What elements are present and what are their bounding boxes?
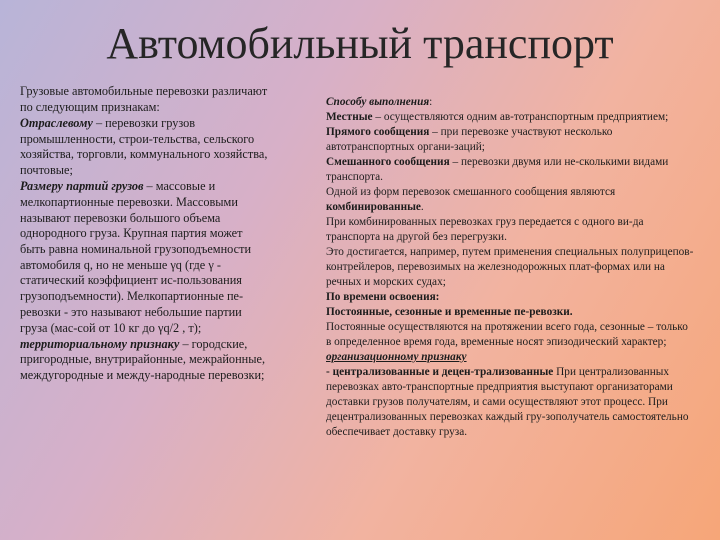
slide-title: Автомобильный транспорт (106, 19, 614, 68)
right-column (326, 95, 694, 440)
seasonal-label: Постоянные, сезонные и временные пе-ревозки. (326, 306, 573, 318)
org-heading (326, 350, 694, 365)
direct-text: – при перевозке участвуют несколько автотранспортных органи-заций; (326, 126, 613, 153)
combined-paragraph (326, 185, 694, 215)
territory-label: территориальному признаку (20, 336, 180, 351)
direct-label: Прямого сообщения (326, 126, 430, 138)
org-label: организационному признаку (326, 351, 467, 363)
central-text: При централизованных перевозках авто-транспортные предприятия выступают организаторами доставки грузов получателям, и сами осуществляют этот процесс. При децентрализованных перевозках каждый гру-зополучатель самостоятельно обеспечивает доставку груза. (326, 366, 689, 438)
size-paragraph (20, 179, 268, 336)
branch-label: Отраслевому (20, 115, 93, 130)
time-heading (326, 290, 694, 305)
seasonal-paragraph (326, 320, 694, 350)
direct-paragraph (326, 125, 694, 155)
combined-desc-paragraph (326, 215, 694, 245)
combined-intro: Одной из форм перевозок смешанного сообщения являются (326, 186, 616, 198)
territory-text: – городские, пригородные, внутрирайонные, межрайонные, междугородные и между-народные перевозки; (20, 336, 266, 383)
mixed-label: Смешанного сообщения (326, 156, 450, 168)
territory-paragraph (20, 337, 268, 384)
method-heading (326, 95, 694, 110)
local-text: – осуществляются одним ав-тотранспортным предприятием; (372, 111, 669, 123)
combined-dot: . (420, 201, 424, 213)
size-text: – массовые и мелкопартионные перевозки. Массовыми называют перевозки большого объема однородного груза. Крупная партия может быть равна номинальной грузоподъемности автомобиля q, но не меньше γq (где γ - статический коэффициент ис-пользования грузоподъемности). Мелкопартионные пе-ревозки - это называют небольшие партии груза (мас-сой от 10 кг до γq/2 , т); (20, 179, 252, 335)
size-label: Размеру партий грузов (20, 179, 144, 194)
intro-paragraph (20, 84, 268, 115)
time-label: По времени освоения: (326, 291, 440, 303)
mixed-paragraph (326, 155, 694, 185)
method-label: Способу выполнения (326, 96, 430, 108)
method-colon: : (429, 96, 433, 108)
achieved-paragraph (326, 245, 694, 290)
combined-label: комбинированные (326, 201, 421, 213)
seasonal-heading (326, 305, 694, 320)
local-paragraph (326, 110, 694, 125)
mixed-text: – перевозки двумя или не-сколькими видами транспорта. (326, 156, 669, 183)
seasonal-text: Постоянные осуществляются на протяжении всего года, сезонные – только в определенное время года, временные носят эпизодический характер; (326, 321, 688, 348)
central-paragraph (326, 365, 694, 440)
intro-text: Грузовые автомобильные перевозки различают по следующим признакам: (20, 84, 268, 114)
left-column (20, 84, 268, 384)
branch-paragraph (20, 116, 268, 179)
achieved-text: Это достигается, например, путем применения специальных полуприцепов-контрейлеров, перевозимых на железнодорожных плат-формах или на речных и морских судах; (326, 246, 694, 288)
local-label: Местные (326, 111, 373, 123)
branch-text: – перевозки грузов промышленности, строи-тельства, сельского хозяйства, торговли, коммунального хозяйства, почтовые; (20, 115, 268, 178)
central-label: - централизованные и децен-трализованные (326, 366, 554, 378)
combined-desc: При комбинированных перевозках груз передается с одного ви-да транспорта на другой без перегрузки. (326, 216, 644, 243)
